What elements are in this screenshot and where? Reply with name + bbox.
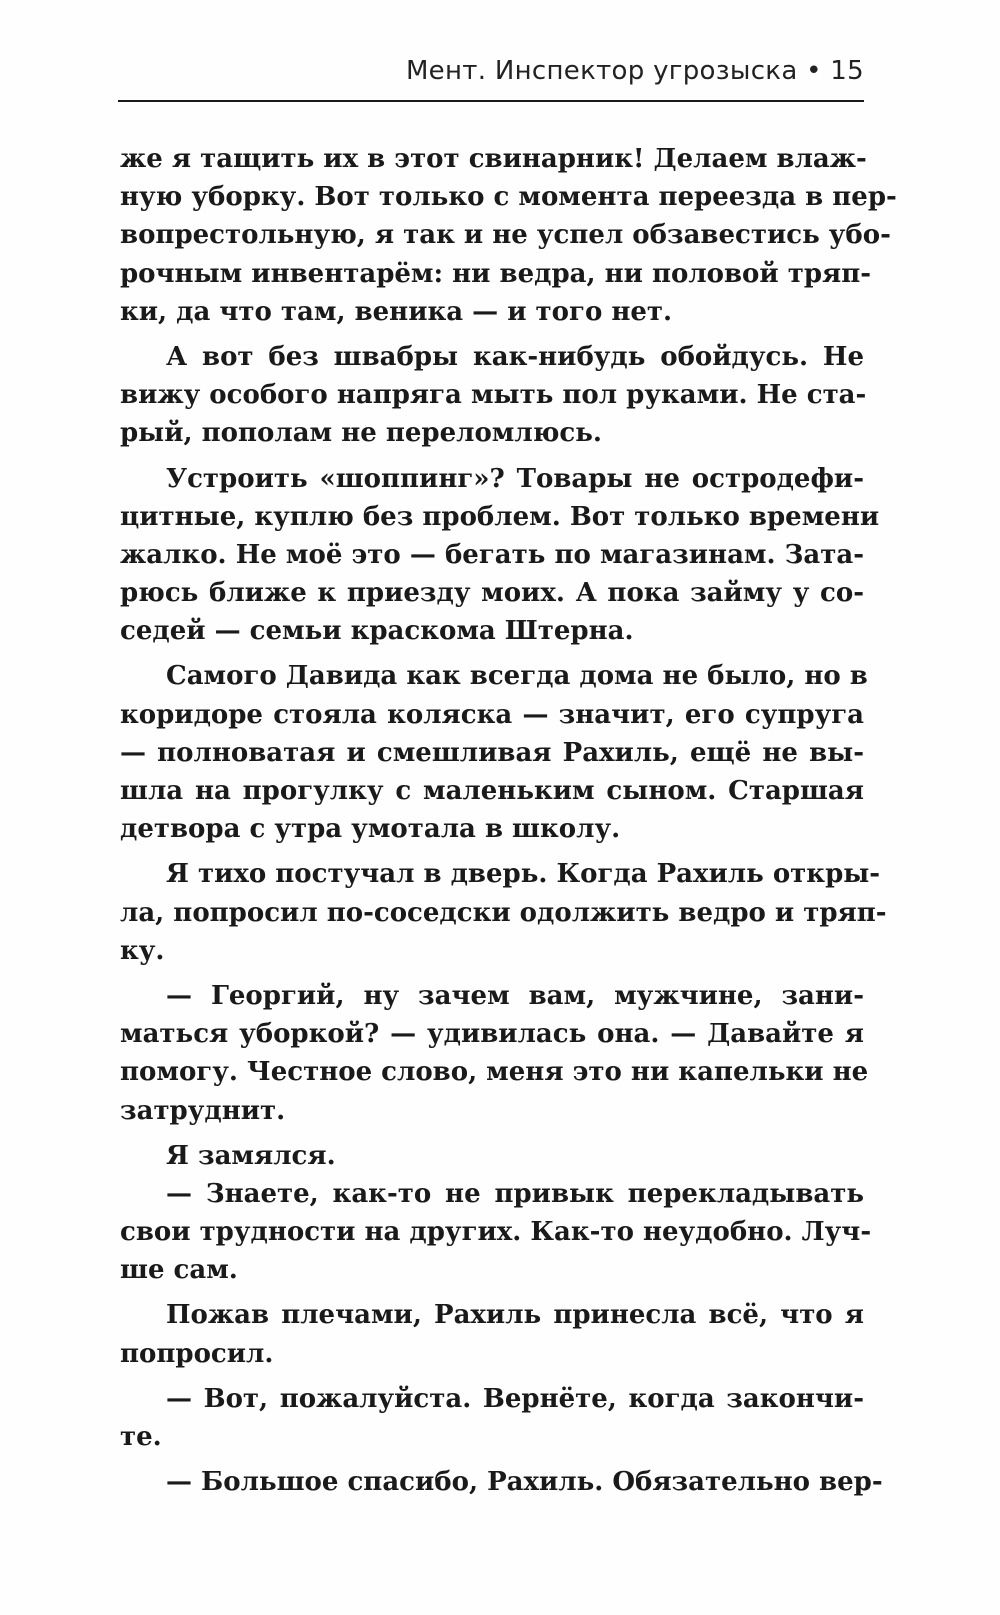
text-line: коридоре стояла коляска — значит, его супруга xyxy=(120,699,864,730)
text-line: рочным инвентарём: ни ведра, ни половой тряп- xyxy=(120,258,872,289)
text-line: вижу особого напряга мыть пол руками. Не ста- xyxy=(120,380,867,411)
text-line: свои трудности на других. Как-то неудобно. Луч- xyxy=(120,1217,872,1248)
text-line: Я тихо постучал в дверь. Когда Рахиль откры- xyxy=(166,859,881,890)
text-line: Пожав плечами, Рахиль принесла всё, что я xyxy=(166,1300,864,1331)
page-body-text xyxy=(120,140,897,1501)
text-line: рюсь ближе к приезду моих. А пока займу у со- xyxy=(120,578,864,609)
text-line: маться уборкой? — удивилась она. — Давайте я xyxy=(120,1019,864,1050)
text-line: ше сам. xyxy=(120,1255,238,1286)
text-line: ла, попросил по-соседски одолжить ведро и тряп- xyxy=(120,897,887,928)
running-head: Мент. Инспектор угрозыска • 15 xyxy=(405,56,864,86)
text-line: цитные, куплю без проблем. Вот только времени xyxy=(120,501,880,532)
text-line: — Георгий, ну зачем вам, мужчине, зани- xyxy=(166,980,864,1011)
text-line: Я замялся. xyxy=(166,1140,336,1171)
text-line: же я тащить их в этот свинарник! Делаем влаж- xyxy=(120,144,867,174)
text-line: ку. xyxy=(120,935,165,966)
text-line: — Знаете, как-то не привык перекладывать xyxy=(166,1178,864,1209)
text-line: жалко. Не моё это — бегать по магазинам. Зата- xyxy=(120,539,864,570)
text-line: попросил. xyxy=(120,1338,274,1369)
text-line: Устроить «шоппинг»? Товары не остродефи- xyxy=(166,463,864,494)
text-line: затруднит. xyxy=(120,1095,286,1126)
text-line: — Вот, пожалуйста. Вернёте, когда закончи- xyxy=(166,1383,864,1414)
text-line: Самого Давида как всегда дома не было, но в xyxy=(166,661,868,692)
text-line: шла на прогулку с маленьким сыном. Старшая xyxy=(120,776,864,806)
text-line: детвора с утра умотала в школу. xyxy=(120,814,621,845)
text-line: — Большое спасибо, Рахиль. Обязательно вер- xyxy=(166,1467,883,1498)
text-line: ки, да что там, веника — и того нет. xyxy=(120,296,673,327)
text-line: вопрестольную, я так и не успел обзавестись убо- xyxy=(120,220,891,251)
text-line: — полноватая и смешливая Рахиль, ещё не вы- xyxy=(120,737,864,768)
text-line: помогу. Честное слово, меня это ни капельки не xyxy=(120,1057,869,1088)
text-line: рый, пополам не переломлюсь. xyxy=(120,418,602,449)
header-rule xyxy=(118,100,864,102)
text-line: те. xyxy=(120,1422,162,1452)
text-line: А вот без швабры как-нибудь обойдусь. Не xyxy=(166,341,864,372)
text-line: седей — семьи краскома Штерна. xyxy=(120,616,634,647)
text-line: ную уборку. Вот только с момента переезда в пер- xyxy=(120,182,897,213)
